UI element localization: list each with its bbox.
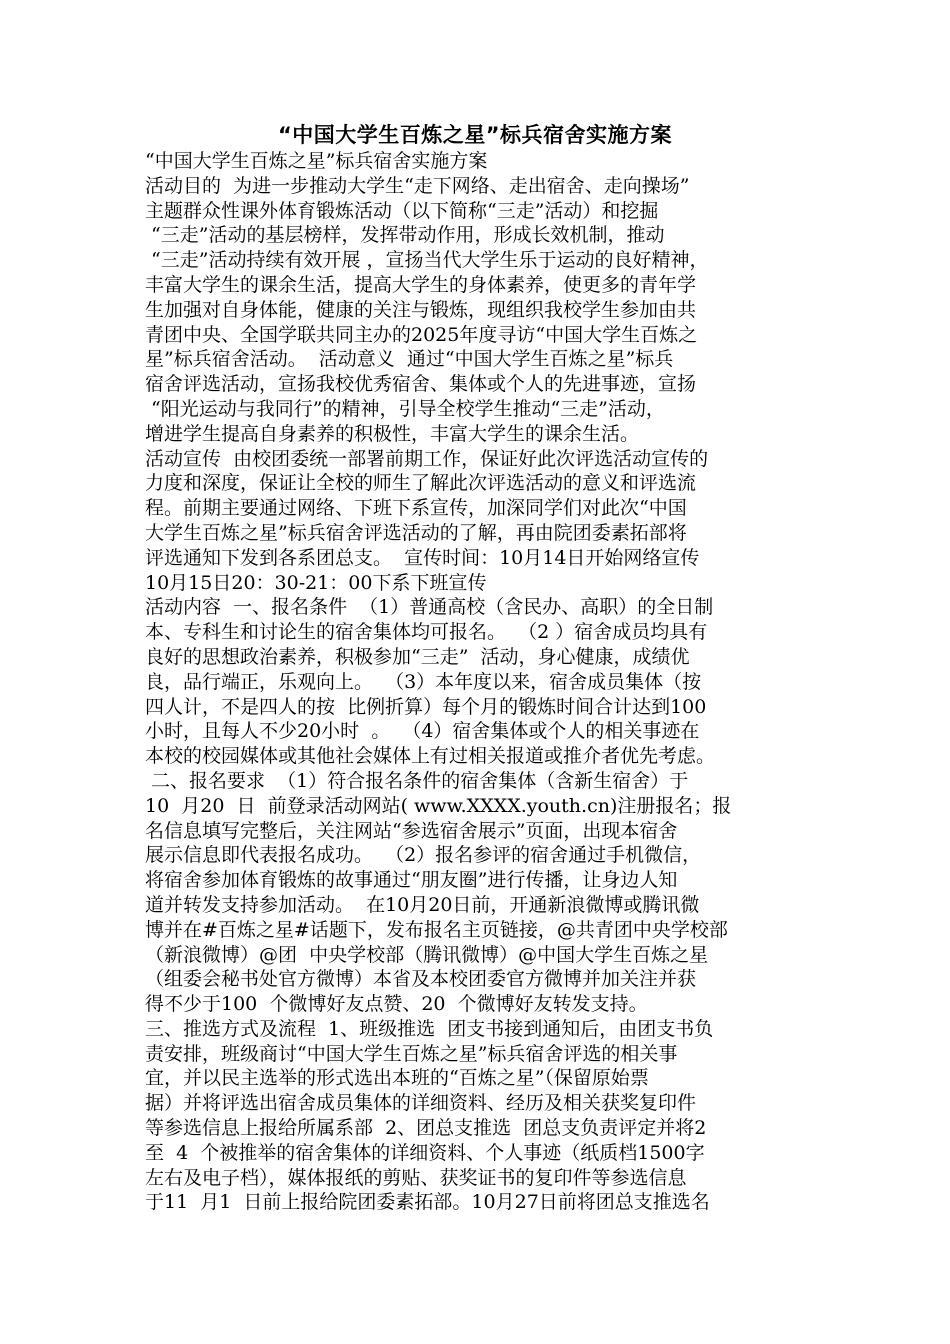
body-line: “中国大学生百炼之星”标兵宿舍实施方案 <box>145 150 488 172</box>
body-line: 道并转发支持参加活动。 在10月20日前，开通新浪微博或腾讯微 <box>145 893 700 916</box>
body-line: 本校的校园媒体或其他社会媒体上有过相关报道或推介者优先考虑。 <box>145 745 716 768</box>
body-line: 四人计，不是四人的按 比例折算）每个月的锻炼时间合计达到100 <box>145 695 707 718</box>
body-line: 良，品行端正，乐观向上。 （3）本年度以来，宿舍成员集体（按 <box>145 670 702 693</box>
body-line: 将宿舍参加体育锻炼的故事通过“朋友圈”进行传播，让身边人知 <box>145 869 678 892</box>
body-line: 至 4 个被推举的宿舍集体的详细资料、个人事迹（纸质档1500字 <box>145 1141 705 1164</box>
body-line: 展示信息即代表报名成功。 （2）报名参评的宿舍通过手机微信， <box>145 844 702 867</box>
body-line: 左右及电子档），媒体报纸的剪贴、获奖证书的复印件等参选信息 <box>145 1166 687 1189</box>
body-line: 小时，且每人不少20小时 。 （4）宿舍集体或个人的相关事迹在 <box>145 720 700 743</box>
body-line: 活动目的 为进一步推动大学生“走下网络、走出宿舍、走向操场” <box>145 174 690 197</box>
body-line: “阳光运动与我同行”的精神，引导全校学生推动“三走”活动， <box>145 397 665 420</box>
body-line: 星”标兵宿舍活动。 活动意义 通过“中国大学生百炼之星”标兵 <box>145 348 674 371</box>
body-line: 博并在#百炼之星#话题下，发布报名主页链接，@共青团中央学校部 <box>145 918 728 941</box>
body-line: 力度和深度，保证让全校的师生了解此次评选活动的意义和评选流 <box>145 472 697 495</box>
body-line: 活动宣传 由校团委统一部署前期工作，保证好此次评选活动宣传的 <box>145 447 709 470</box>
body-line: 宜，并以民主选举的形式选出本班的“百炼之星”（保留原始票 <box>145 1067 649 1090</box>
body-line: （新浪微博）@团 中央学校部（腾讯微博）@中国大学生百炼之星 <box>145 943 709 966</box>
body-line: 于11 月1 日前上报给院团委素拓部。10月27日前将团总支推选名 <box>145 1191 710 1214</box>
body-line: 名信息填写完整后，关注网站“参选宿舍展示”页面，出现本宿舍 <box>145 819 678 842</box>
body-line: 10 月20 日 前登录活动网站( www.XXXX.youth.cn)注册报名；报 <box>145 794 732 817</box>
body-line: 增进学生提高自身素养的积极性，丰富大学生的课余生活。 <box>145 422 640 445</box>
body-line: 三、推选方式及流程 1、班级推选 团支书接到通知后，由团支书负 <box>145 1017 714 1040</box>
body-line: “三走”活动持续有效开展 ，宣扬当代大学生乐于运动的良好精神， <box>145 249 709 272</box>
body-line: 青团中央、全国学联共同主办的2025年度寻访“中国大学生百炼之 <box>145 323 698 346</box>
body-line: 等参选信息上报给所属系部 2、团总支推选 团总支负责评定并将2 <box>145 1117 707 1140</box>
body-line: 10月15日20：30-21：00下系下班宣传 <box>145 571 487 594</box>
body-line: 程。前期主要通过网络、下班下系宣传，加深同学们对此次“中国 <box>145 497 687 520</box>
body-line: “三走”活动的基层榜样，发挥带动作用，形成长效机制，推动 <box>145 224 665 247</box>
document-body <box>145 149 845 1215</box>
document-title: “中国大学生百炼之星”标兵宿舍实施方案 <box>277 123 673 147</box>
body-line: 得不少于100 个微博好友点赞、20 个微博好友转发支持。 <box>145 993 648 1016</box>
body-line: 大学生百炼之星”标兵宿舍评选活动的了解，再由院团委素拓部将 <box>145 521 687 544</box>
body-line: （组委会秘书处官方微博）本省及本校团委官方微博并加关注并获 <box>145 968 697 991</box>
body-line: 良好的思想政治素养，积极参加“三走” 活动，身心健康，成绩优 <box>145 645 690 668</box>
body-line: 生加强对自身体能，健康的关注与锻炼，现组织我校学生参加由共 <box>145 298 697 321</box>
body-line: 主题群众性课外体育锻炼活动（以下简称“三走”活动）和挖掘 <box>145 199 659 222</box>
body-line: 宿舍评选活动，宣扬我校优秀宿舍、集体或个人的先进事迹，宣扬 <box>145 373 697 396</box>
body-line: 二、报名要求 （1）符合报名条件的宿舍集体（含新生宿舍）于 <box>145 769 689 792</box>
body-line: 据）并将评选出宿舍成员集体的详细资料、经历及相关获奖复印件 <box>145 1092 697 1115</box>
body-line: 评选通知下发到各系团总支。 宣传时间：10月14日开始网络宣传 <box>145 546 700 569</box>
body-line: 本、专科生和讨论生的宿舍集体均可报名。 （2 ）宿舍成员均具有 <box>145 621 708 644</box>
body-line: 活动内容 一、报名条件 （1）普通高校（含民办、高职）的全日制 <box>145 596 714 619</box>
body-line: 责安排，班级商讨“中国大学生百炼之星”标兵宿舍评选的相关事 <box>145 1042 678 1065</box>
body-line: 丰富大学生的课余生活，提高大学生的身体素养，使更多的青年学 <box>145 273 697 296</box>
